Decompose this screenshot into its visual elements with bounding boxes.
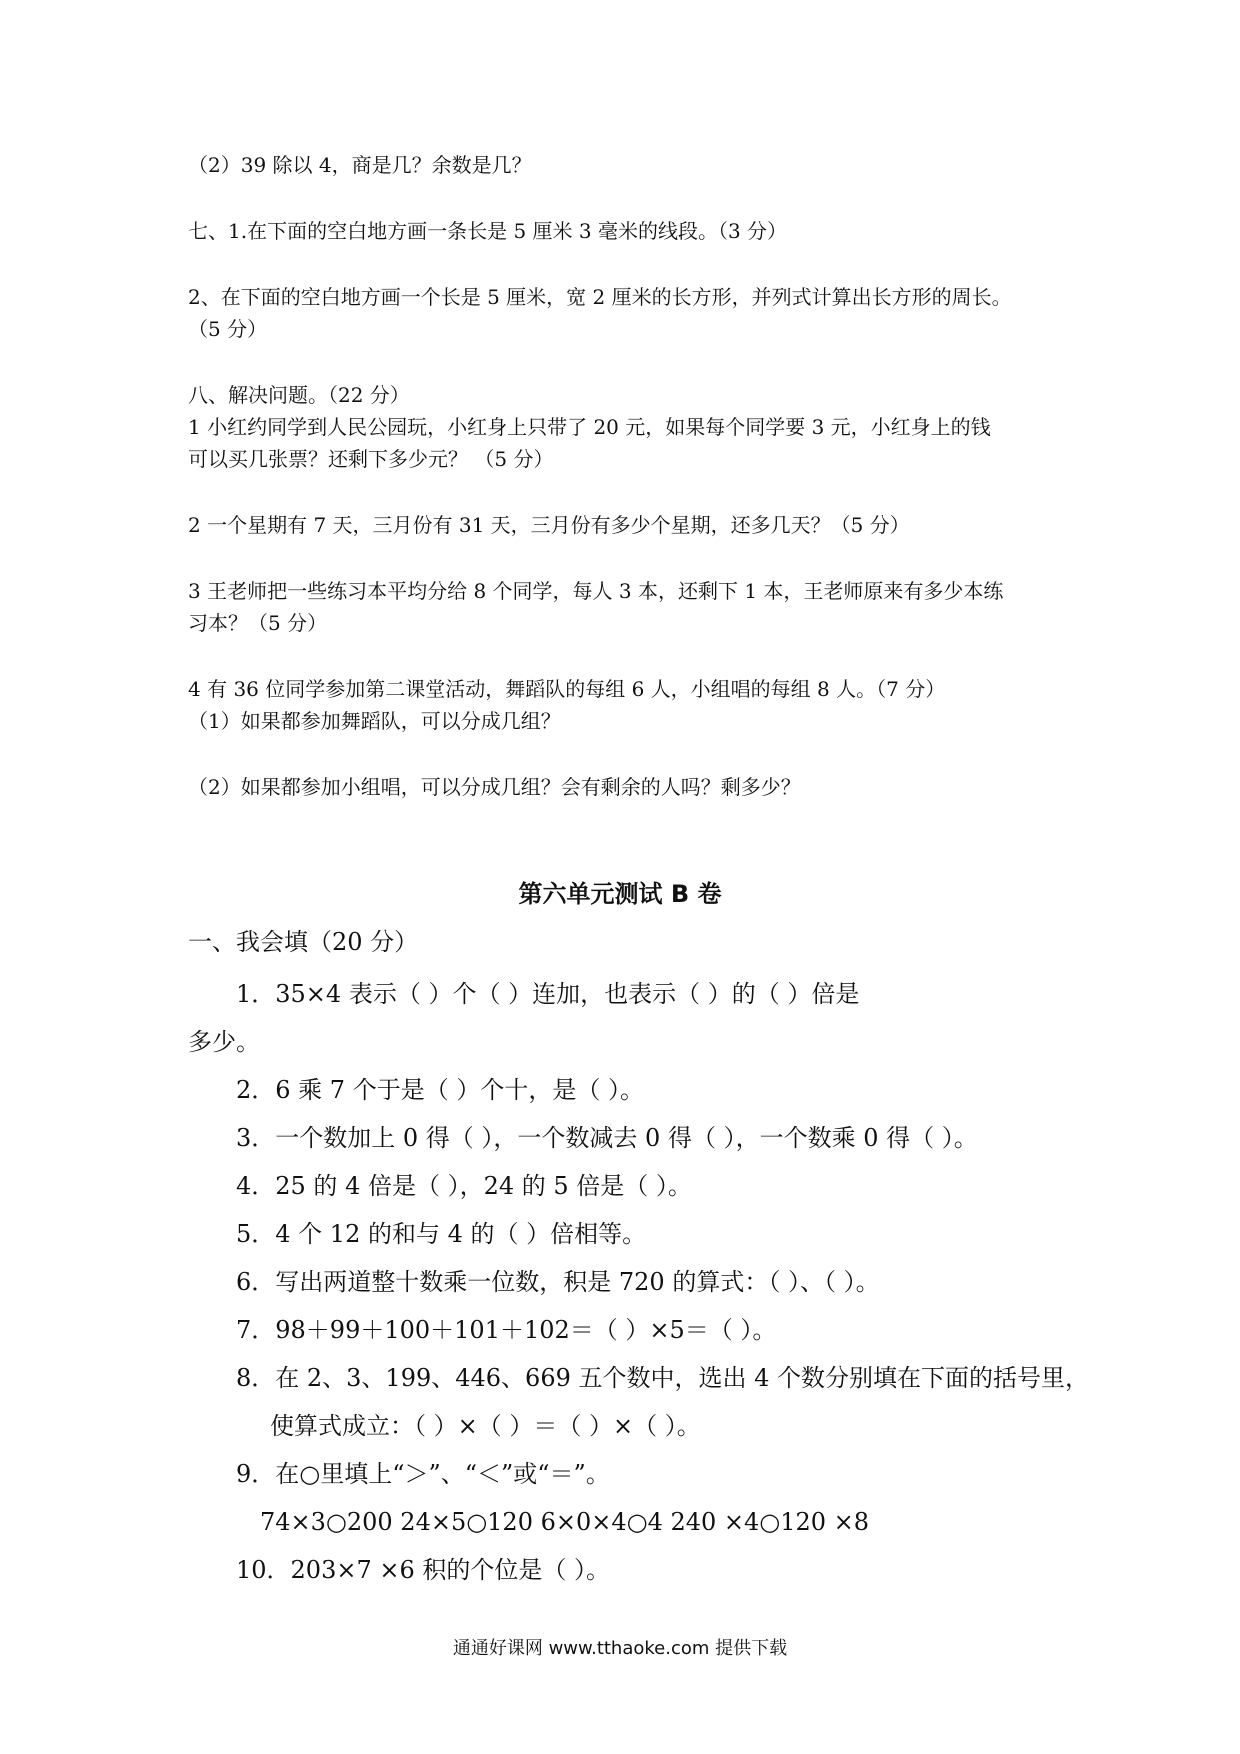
question-8-3-line1: 3 王老师把一些练习本平均分给 8 个同学，每人 3 本，还剩下 1 本，王老师原来有多少本练 <box>188 579 1004 603</box>
question-7-2-line1: 2、在下面的空白地方画一个长是 5 厘米，宽 2 厘米的长方形，并列式计算出长方形的周长。 <box>188 285 1012 309</box>
fill-item-8-line1: 8．在 2、3、199、446、669 五个数中，选出 4 个数分别填在下面的括号里， <box>236 1364 1090 1392</box>
fill-item-3: 3．一个数加上 0 得（ ），一个数减去 0 得（ ），一个数乘 0 得（ ）。 <box>236 1124 978 1152</box>
fill-item-8-line2: 使算式成立：（ ）×（ ）＝（ ）×（ ）。 <box>270 1412 701 1440</box>
fill-item-6: 6．写出两道整十数乘一位数，积是 720 的算式：（ ）、（ ）。 <box>236 1268 880 1296</box>
fill-item-7: 7．98＋99＋100＋101＋102＝（ ）×5＝（ ）。 <box>236 1316 777 1344</box>
fill-item-1-line2: 多少。 <box>188 1028 260 1056</box>
fill-item-10: 10．203×7 ×6 积的个位是（ ）。 <box>236 1556 610 1584</box>
question-7-1: 七、1.在下面的空白地方画一条长是 5 厘米 3 毫米的线段。（3 分） <box>188 219 788 243</box>
fill-item-9: 9．在○里填上“＞”、“＜”或“＝”。 <box>236 1460 610 1488</box>
question-8-3-line2: 习本？（5 分） <box>188 611 328 635</box>
fill-item-2: 2．6 乘 7 个于是（ ）个十，是（ ）。 <box>236 1076 644 1104</box>
question-7-2-line2: （5 分） <box>188 317 268 341</box>
fill-item-5: 5．4 个 12 的和与 4 的（ ）倍相等。 <box>236 1220 647 1248</box>
section-1-heading: 一、我会填（20 分） <box>188 928 419 956</box>
question-8-1-line1: 1 小红约同学到人民公园玩，小红身上只带了 20 元，如果每个同学要 3 元，小红身上的钱 <box>188 415 991 439</box>
question-8-1-line2: 可以买几张票？还剩下多少元？ （5 分） <box>188 447 554 471</box>
question-8-4-1: （1）如果都参加舞蹈队，可以分成几组？ <box>188 709 561 733</box>
page-footer: 通通好课网 www.tthaoke.com 提供下载 <box>452 1638 788 1659</box>
section-8-heading: 八、解决问题。（22 分） <box>188 383 410 407</box>
test-title: 第六单元测试 B 卷 <box>518 880 722 908</box>
question-6-2: （2）39 除以 4，商是几？余数是几？ <box>188 153 532 177</box>
question-8-2: 2 一个星期有 7 天，三月份有 31 天，三月份有多少个星期，还多几天？（5 分） <box>188 513 910 537</box>
question-8-4: 4 有 36 位同学参加第二课堂活动，舞蹈队的每组 6 人，小组唱的每组 8 人。（7 分） <box>188 677 946 701</box>
fill-item-1-line1: 1．35×4 表示（ ）个（ ）连加，也表示（ ）的（ ）倍是 <box>236 980 860 1008</box>
fill-item-4: 4．25 的 4 倍是（ ），24 的 5 倍是（ ）。 <box>236 1172 692 1200</box>
question-8-4-2: （2）如果都参加小组唱，可以分成几组？会有剩余的人吗？剩多少？ <box>188 775 801 799</box>
fill-item-9-expressions: 74×3○200 24×5○120 6×0×4○4 240 ×4○120 ×8 <box>260 1508 870 1536</box>
